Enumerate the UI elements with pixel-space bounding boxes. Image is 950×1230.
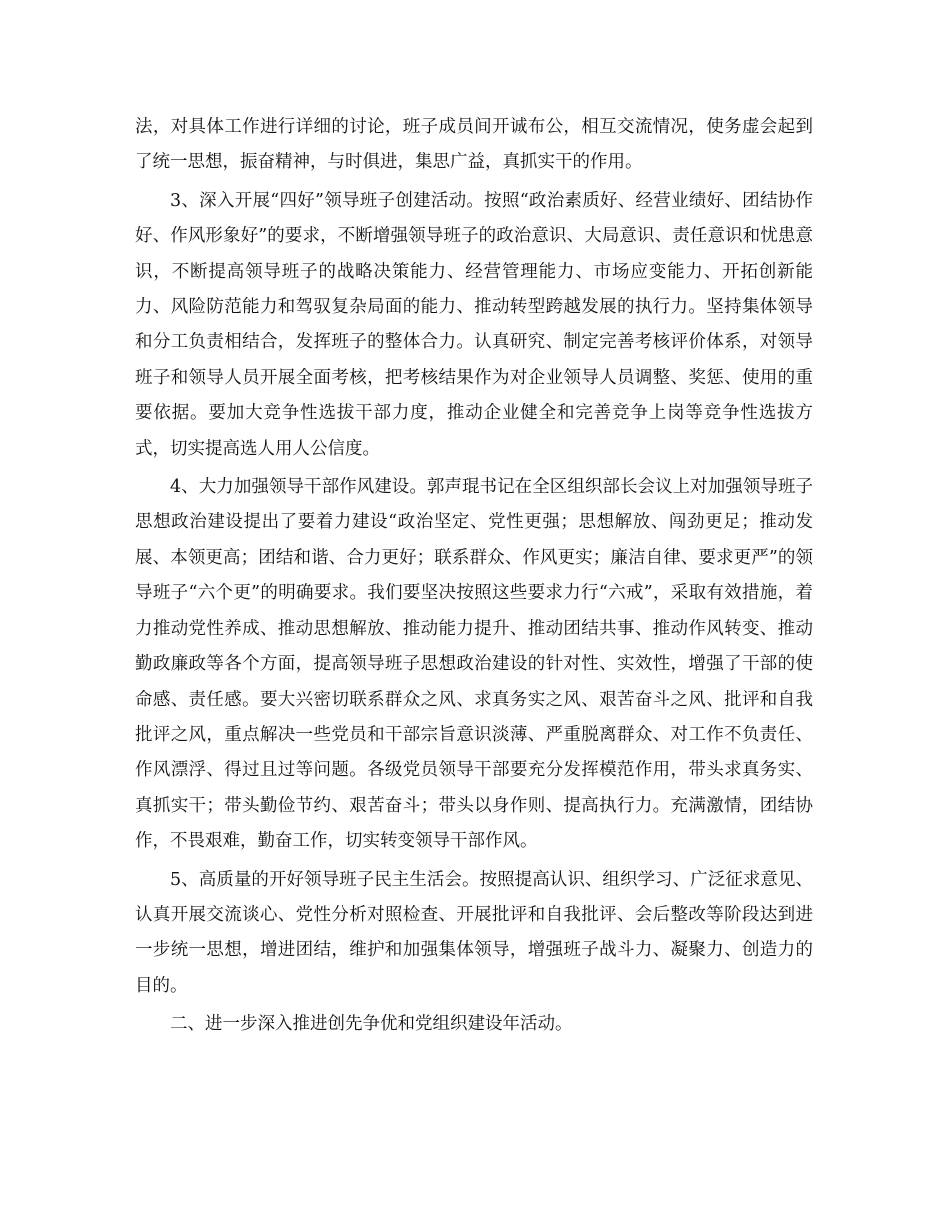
paragraph-item-3: 3、深入开展“四好”领导班子创建活动。按照“政治素质好、经营业绩好、团结协作好、作风形象好”的要求，不断增强领导班子的政治意识、大局意识、责任意识和忧患意识，不断提高领导班子的战略决策能力、经营管理能力、市场应变能力、开拓创新能力、风险防范能力和驾驭复杂局面的能力、推动转型跨越发展的执行力。坚持集体领导和分工负责相结合，发挥班子的整体合力。认真研究、制定完善考核评价体系，对领导班子和领导人员开展全面考核，把考核结果作为对企业领导人员调整、奖惩、使用的重要依据。要加大竞争性选拔干部力度，推动企业健全和完善竞争上岗等竞争性选拔方式，切实提高选人用人公信度。 <box>135 190 813 459</box>
document-body <box>135 110 813 1046</box>
section-heading-two: 二、进一步深入推进创先争优和党组织建设年活动。 <box>170 1014 573 1035</box>
paragraph-item-5: 5、高质量的开好领导班子民主生活会。按照提高认识、组织学习、广泛征求意见、认真开展交流谈心、党性分析对照检查、开展批评和自我批评、会后整改等阶段达到进一步统一思想，增进团结，维护和加强集体领导，增强班子战斗力、凝聚力、创造力的目的。 <box>135 869 813 996</box>
paragraph-continuation: 法，对具体工作进行详细的讨论，班子成员间开诚布公，相互交流情况，使务虚会起到了统一思想，振奋精神，与时俱进，集思广益，真抓实干的作用。 <box>135 117 813 173</box>
paragraph-item-4: 4、大力加强领导干部作风建设。郭声琨书记在全区组织部长会议上对加强领导班子思想政治建设提出了要着力建设“政治坚定、党性更强；思想解放、闯劲更足；推动发展、本领更高；团结和谐、合力更好；联系群众、作风更实；廉洁自律、要求更严”的领导班子“六个更”的明确要求。我们要坚决按照这些要求力行“六戒”，采取有效措施，着力推动党性养成、推动思想解放、推动能力提升、推动团结共事、推动作风转变、推动勤政廉政等各个方面，提高领导班子思想政治建设的针对性、实效性，增强了干部的使命感、责任感。要大兴密切联系群众之风、求真务实之风、艰苦奋斗之风、批评和自我批评之风，重点解决一些党员和干部宗旨意识淡薄、严重脱离群众、对工作不负责任、作风漂浮、得过且过等问题。各级党员领导干部要充分发挥模范作用，带头求真务实、真抓实干；带头勤俭节约、艰苦奋斗；带头以身作则、提高执行力。充满激情，团结协作，不畏艰难，勤奋工作，切实转变领导干部作风。 <box>135 477 813 852</box>
